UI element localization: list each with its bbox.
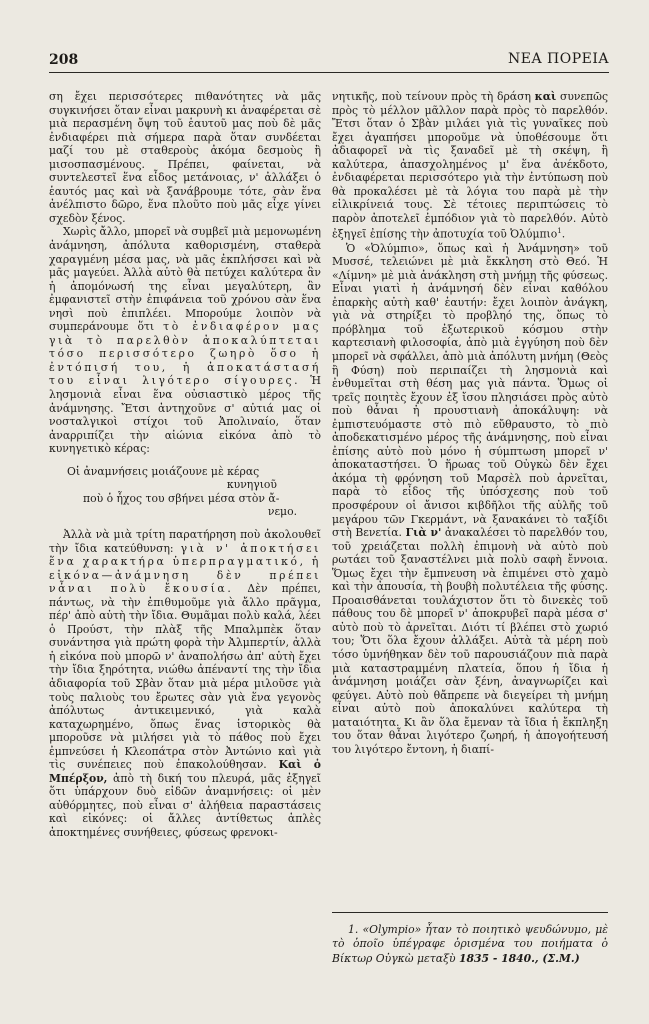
- bold-text: καὶ: [534, 90, 557, 103]
- journal-title: ΝΕΑ ΠΟΡΕΙΑ: [508, 51, 609, 67]
- paragraph-text: .: [561, 228, 566, 242]
- paragraph-text: νητικῆς, ποὺ τείνουν πρὸς τὴ δράση: [332, 90, 535, 103]
- paragraph-text: ἀπὸ τὴ δική του πλευρά, μᾶς ἐξηγεῖ ὅτι ὑπάρχουν δυὸ εἰδῶν ἀναμνήσεις: οἱ μὲν αὐθόρμητες, ποὺ εἶναι σ' ἀλήθεια παραστάσεις καὶ εἰκόνες: οἱ ἄλλες ἀντίθετως ἁπλὲς ἀποκτημένες συνήθειες, φύσεως φρενοκι-: [49, 771, 321, 839]
- paragraph-text: συνεπῶς πρὸς τὸ μέλλον μᾶλλον παρὰ πρὸς τὸ παρελθόν. Ἔτσι ὅταν ὁ Σβὰν μιλάει γιὰ τὶς γυναῖκες ποὺ ἔχει ἀγαπήσει μποροῦμε νὰ ὑποθέσουμε ὅτι ἀδιαφορεῖ νὰ τὶς ξαναδεῖ μὲ τὴ σκέψη, ἢ καλύτερα, ἀπασχολημένος μ' ἕνα ἀνέκδοτο, ἐνδιαφέρεται περισσότερο γιὰ τὴν ἐντύπωση ποὺ θὰ προκαλέσει μὲ τὰ λόγια του παρὰ μὲ τὴν εἰλικρίνειά τους. Σὲ τέτοιες περιπτώσεις τὸ παρὸν ἀποτελεῖ ἐμπόδιον γιὰ τὸ παρελθόν. Αὐτὸ ἐξηγεῖ ἐπίσης τὴν ἀποτυχία τοῦ Ὀλύμπιο: [332, 90, 608, 242]
- footnote-bold-text: 1835 - 1840., (Σ.Μ.): [459, 951, 580, 965]
- paragraph: [49, 225, 321, 455]
- emphasized-text: γιὰ ν' ἀποκτήσει ἕνα χαρακτήρα ὑπερπραγματικό, ἡ εἰκόνα—ἀνάμνηση δὲν πρέπει νἆναι πολὺ ἔκουσία.: [49, 541, 321, 596]
- footnote: [332, 923, 608, 966]
- bold-text: Γιὰ ν': [405, 526, 442, 540]
- verse-line: Οἱ ἀναμνήσεις μοιάζουνε μὲ κέρας: [67, 464, 260, 478]
- paragraph: [332, 90, 608, 242]
- paragraph-text: Ἡ λησμονιὰ εἶναι ἕνα οὐσιαστικὸ μέρος τῆς ἀνάμνησης. Ἔτσι ἀντηχοῦνε σ' αὐτιά μας οἱ νοσταλγικοὶ στίχοι τοῦ Ἀπολιναίο, ὅταν ἀναρριπίζει τὴν αἰώνια εἰκόνα ἀπὸ τὸ κυνηγετικὸ κέρας:: [49, 374, 321, 456]
- footnote-number: 1.: [348, 923, 359, 936]
- emphasized-text: τὸ ἐνδιαφέρον μας γιὰ τὸ παρελθὸν ἀποκαλύπτεται τόσο περισσότερο ζωηρὸ ὅσο ἡ ἐντόπισή του, ἡ ἀποκατάστασή του εἶναι λιγότερο σίγουρες.: [49, 320, 321, 388]
- paragraph: [49, 528, 321, 840]
- bold-text: Καὶ ὁ Μπέρξον,: [49, 758, 321, 785]
- verse-quote: [49, 465, 321, 519]
- paragraph-text: ἀνακαλέσει τὸ παρελθόν του, τοῦ χρειάζεται πολλὴ ἐπιμονὴ νὰ αὐτὸ ποὺ ρωτάει τοῦ ξαναστέλνει μιὰ πολὺ σαφὴ ἔννοια. Ὅμως ἔχει τὴν ἔμπνευση νὰ ἐπιμένει στὸ χαμὸ καὶ τὴν ἀπουσία, τὴ βουβὴ πολυτέλεια τῆς φύσης. Προαισθάνεται τουλάχιστον ὅτι τὸ δινεκὲς τοῦ πάθους του δὲ μπορεῖ ν' ἀποκρυβεῖ παρὰ μέσα σ' αὐτὸ ποὺ τὸ ἀρνεῖται. Διότι τί βλέπει στὸ χωριό του; Ὅτι ὅλα ἔχουν ἀλλάξει. Αὐτὰ τὰ μέρη ποὺ τόσο ὑμνήθηκαν δὲν τοῦ παρουσιάζουν πιὰ παρὰ μιὰ καταστραμμένη πλατεία, ὅπου ἡ ἴδια ἡ ἀνάμνηση μοιάζει σὰν ξένη, ἀναγνωρίζει καὶ φεύγει. Αὐτὸ ποὺ θἄπρεπε νὰ διεγείρει τὴ μνήμη εἶναι αὐτὸ ποὺ ἀποκαλύνει καλύτερα τὴ ματαιότητα. Κι ἂν ὅλα ἔμεναν τὰ ἴδια ἡ ἔκπληξη του ὅταν θἆναι λιγότερο ζωηρή, ἡ ἀπογοήτευσή του λιγότερο ἔντονη, ἡ διαπί-: [332, 526, 608, 756]
- page-number: 208: [49, 52, 79, 68]
- footnote-text: «Olympio» ἦταν τὸ ποιητικὸ ψευδώνυμο, μὲ τὸ ὁποῖο ὑπέγραφε ὁρισμένα του ποιήματα ὁ Βίκτωρ Οὐγκὼ μεταξὺ: [332, 923, 608, 965]
- paragraph: [332, 242, 608, 757]
- left-column: [49, 90, 321, 840]
- verse-line: κυνηγιοῦ: [226, 478, 277, 492]
- header-rule: [49, 72, 609, 73]
- footnote-marker: 1: [557, 227, 562, 236]
- paragraph-text: Ὁ «Ὀλύμπιο», ὅπως καὶ ἡ Ἀνάμνηση» τοῦ Μυσσέ, τελειώνει μὲ μιὰ ἔκκληση στὸ Θεό. Ἡ «Λίμνη» μὲ μιὰ ἀνάκληση στὴ μνήμη τῆς φύσεως. Εἶναι γιατὶ ἡ ἀνάμνησή δὲν εἶναι καθόλου ἐπαρκὴς αὐτὴ καθ' ἑαυτήν: ἔχει λοιπὸν ἀνάγκη, γιὰ νὰ στηρίξει τὸ προβληό της, ὅπως τὸ πρόβλημα τοῦ ἐξωτερικοῦ κόσμου στὴν καρτεσιανὴ φιλοσοφία, ἀπὸ μιὰ ἐγγύηση ποὺ δὲν μπορεῖ νὰ σφάλλει, ἀπὸ μιὰ ἀπόλυτη μνήμη (Θεὸς ἢ Φύση) ποὺ περιπαίζει τὴ λησμονιὰ καὶ ἐνθυμεῖται στὴ θέση μας γιὰ πάντα. Ὅμως οἱ τρεῖς ποιητὲς ἔχουν ἐξ ἴσου πλησιάσει πρὸς αὐτὸ ποὺ θἆναι ἡ προυστιανὴ ἀποκάλυψη: νὰ ἐμπιστευόμαστε στὸ πιὸ εὔθραυστο, τὸ πιὸ ἀποδεκατισμένο μέρος τῆς ἀνάμνησης, ποὺ εἶναι ἐπίσης αὐτὸ ποὺ μόνο ἡ σύμπτωση μπορεῖ ν' ἀποκαταστήσει. Ὁ ἥρωας τοῦ Οὐγκὼ δὲν ἔχει ἀκόμα τὴ φρόνηση τοῦ Μαρσὲλ ποὺ ἀρνεῖται, παρὰ τὸ εἶδος τῆς ὑπόσχεσης ποὺ τοῦ προσφέρουν οἱ ἄνισοι κιβδῆλοι τῆς αὐλῆς τοῦ μεγάρου τῶν Γκερμάντ, νὰ ξανακάνει τὸ ταξίδι στὴ Βενετία.: [332, 241, 608, 540]
- paragraph-text: Χωρὶς ἄλλο, μπορεῖ νὰ συμβεῖ μιὰ μεμονωμένη ἀνάμνηση, ἀπόλυτα καθορισμένη, σταθερὰ χαραγμένη μέσα μας, νὰ μᾶς ἐκπλήσσει καὶ νὰ μᾶς μαγεύει. Ἀλλὰ αὐτὸ θὰ πετύχει καλύτερα ἂν ἡ ἀπομόνωσή της εἶναι μεγαλύτερη, ἂν ἐμφανιστεῖ στὴν ἐπιφάνεια τοῦ χρόνου σὰν ἕνα νησὶ ποὺ ἐπιπλέει. Μπορούμε λοιπὸν νὰ συμπεράνουμε ὅτι: [49, 225, 321, 334]
- footnote-rule: [332, 912, 608, 913]
- verse-line: ποὺ ὁ ἦχος του σβήνει μέσα στὸν ἄ-: [83, 491, 280, 505]
- verse-line: νεμο.: [267, 505, 297, 519]
- paragraph-text: Δὲν πρέπει, πάντως, νὰ τὴν ἐπιθυμοῦμε γιὰ ἄλλο πρᾶγμα, πέρ' ἀπὸ αὐτὴ τὴν ἴδια. Θυμᾶμαι πολὺ καλά, λέει ὁ Προύστ, τὴν πλὰξ τῆς Μπαλμπὲκ ὅταν συνάντησα γιὰ πρώτη φορὰ τὴν Ἀλμπερτίν, ἀλλὰ ἡ εἰκόνα ποὺ μπορῶ ν' ἀναπολήσω ἀπ' αὐτὴ ἔχει τὴν ἴδια ξηρότητα, νιώθω ἀπέναντί της τὴν ἴδια ἀδιαφορία τοῦ Σβὰν ὅταν μιὰ μέρα μιλοῦσε γιὰ τοὺς παλιοὺς του ἔρωτες σὰν γιὰ ἕνα γεγονὸς ἀπόλυτως ἀντικειμενικό, γιὰ καλὰ καταχωρημένο, ὅπως ἕνας ἱστορικὸς θὰ μποροῦσε νὰ μιλήσει γιὰ τὸ πάθος ποὺ ἔχει ἐμπνεύσει ἡ Κλεοπάτρα στὸν Ἀντώνιο καὶ γιὰ τὶς συνέπειες ποὺ ἐπακολούθησαν.: [49, 582, 321, 772]
- paragraph-text: Ἀλλὰ νὰ μιὰ τρίτη παρατήρηση ποὺ ἀκολουθεῖ τὴν ἴδια κατεύθυνση:: [49, 527, 321, 555]
- right-column: [332, 90, 608, 756]
- paragraph: ση ἔχει περισσότερες πιθανότητες νὰ μᾶς συγκινήσει ὅταν εἶναι μακρυνὴ κι ἀναφέρεται σὲ μιὰ περασμένη ὄψη τοῦ ἑαυτοῦ μας ποὺ δὲ μᾶς ἐνδιαφέρει πιὰ σήμερα παρὰ ὅταν συνδέεται μαζί του μὲ σταθεροὺς ἀκόμα δεσμοὺς ἢ μισοσπασμένους. Πρέπει, φαίνεται, νὰ συντελεστεῖ ἕνα εἶδος μετάνοιας, ν' ἀλλάξει ὁ ἑαυτός μας καὶ νὰ ξανάβρουμε τότε, σὰν ἕνα ἀνέλπιστο δῶρο, ἕνα πλοῦτο ποὺ μᾶς εἶχε γίνει σχεδὸν ξένος.: [49, 90, 321, 225]
